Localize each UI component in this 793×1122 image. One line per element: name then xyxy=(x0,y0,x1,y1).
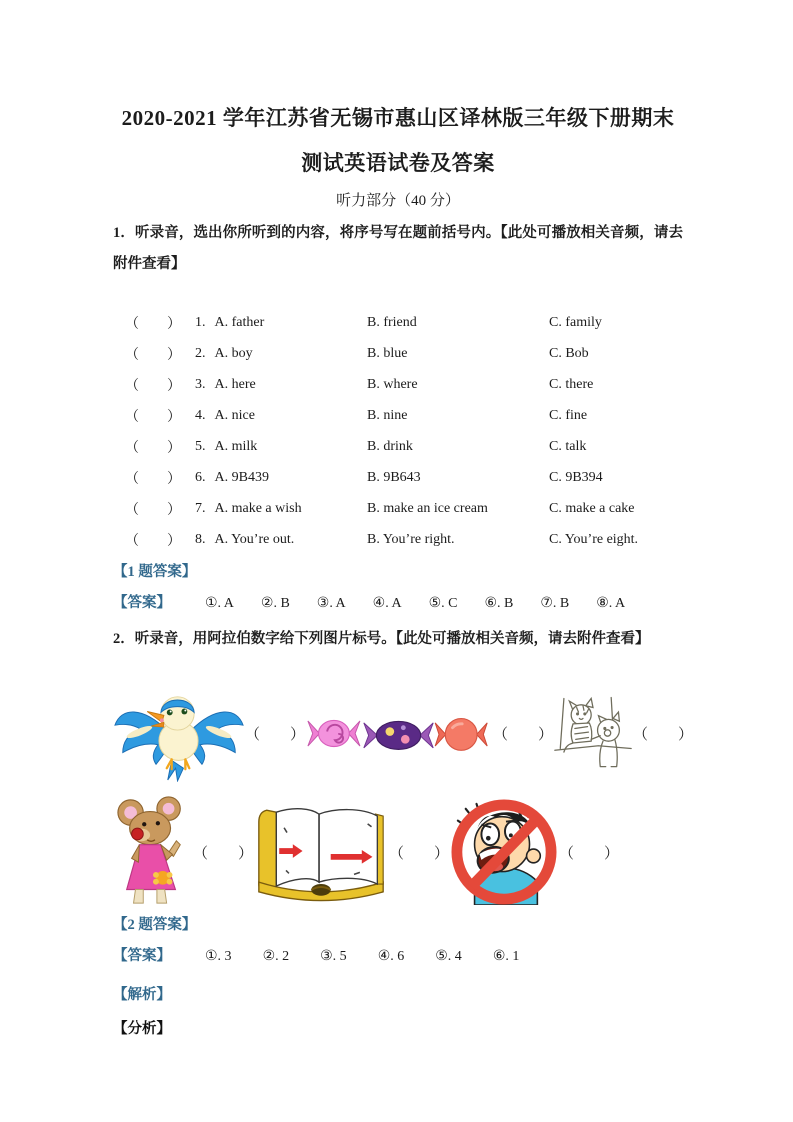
option-c: C. You’re eight. xyxy=(549,531,639,547)
image-bracket: （ ） xyxy=(193,845,254,862)
question-2-images-row-1 xyxy=(113,684,694,782)
answer-item: ⑥. B xyxy=(484,596,514,611)
option-b: B. blue xyxy=(367,345,408,361)
answer-bracket: （ ） xyxy=(125,316,181,332)
answer-bracket: （ ） xyxy=(125,347,181,363)
option-b: B. drink xyxy=(367,438,413,454)
option-row xyxy=(113,400,683,431)
option-a: 7. A. make a wish xyxy=(195,500,302,516)
option-c: C. fine xyxy=(549,407,588,423)
question-2-images-row-2 xyxy=(113,796,683,908)
answer-bracket: （ ） xyxy=(125,440,181,456)
option-c: C. 9B394 xyxy=(549,469,603,485)
answer-item: ④. A xyxy=(372,596,402,611)
answer-bracket: （ ） xyxy=(125,409,181,425)
mouse-in-dress-image xyxy=(113,796,193,908)
item-number: 6. xyxy=(195,469,206,485)
answer-bracket: （ ） xyxy=(125,378,181,394)
option-row xyxy=(113,338,683,369)
answer-label: 【答案】 xyxy=(113,595,171,611)
item-number: 5. xyxy=(195,438,206,454)
section-heading: 听力部分（40 分） xyxy=(336,193,460,209)
option-row xyxy=(113,493,683,524)
q1-answer-row xyxy=(113,590,683,617)
cats-on-swing-image xyxy=(553,694,633,772)
option-row xyxy=(113,462,683,493)
answer-label: 【答案】 xyxy=(113,948,171,964)
option-b: B. nine xyxy=(367,407,408,423)
answer-bracket: （ ） xyxy=(125,502,181,518)
answer-item: ⑤. C xyxy=(428,596,458,611)
item-number: 3. xyxy=(195,376,206,392)
option-b: B. You’re right. xyxy=(367,531,455,547)
option-b: B. make an ice cream xyxy=(367,500,488,516)
option-row xyxy=(113,431,683,462)
option-c: C. talk xyxy=(549,438,587,454)
answer-item: ③. 5 xyxy=(320,949,347,964)
item-number: 4. xyxy=(195,407,206,423)
option-a: 2. A. boy xyxy=(195,345,253,361)
answer-item: ①. A xyxy=(205,596,234,611)
option-b: B. 9B643 xyxy=(367,469,421,485)
option-c: C. make a cake xyxy=(549,500,635,516)
no-shouting-sign-image xyxy=(449,799,559,905)
q2-answer-row xyxy=(113,943,683,970)
answer-item: ⑦. B xyxy=(540,596,570,611)
question-2-stem: 2．听录音，用阿拉伯数字给下列图片标号。【此处可播放相关音频，请去附件查看】 xyxy=(113,631,650,647)
q1-answer-items xyxy=(205,591,625,617)
option-a: 8. A. You’re out. xyxy=(195,531,295,547)
question-1-options xyxy=(113,307,683,555)
option-b: B. friend xyxy=(367,314,417,330)
breakdown-header: 【分析】 xyxy=(113,1021,171,1037)
question-1-stem: 1．听录音，选出你所听到的内容，将序号写在题前括号内。【此处可播放相关音频，请去附件查看】 xyxy=(113,225,683,272)
option-a: 3. A. here xyxy=(195,376,256,392)
image-bracket: （ ） xyxy=(493,726,554,743)
option-a: 5. A. milk xyxy=(195,438,258,454)
option-c: C. there xyxy=(549,376,594,392)
answer-item: ①. 3 xyxy=(205,949,232,964)
option-a: 1. A. father xyxy=(195,314,265,330)
image-bracket: （ ） xyxy=(559,845,620,862)
answer-item: ④. 6 xyxy=(377,949,405,964)
answer-bracket: （ ） xyxy=(125,533,181,549)
answer-bracket: （ ） xyxy=(125,471,181,487)
option-row xyxy=(113,307,683,338)
q2-answer-items xyxy=(205,944,519,970)
analysis-header: 【解析】 xyxy=(113,987,171,1003)
option-row xyxy=(113,524,683,555)
option-a: 6. A. 9B439 xyxy=(195,469,269,485)
image-bracket: （ ） xyxy=(633,726,694,743)
option-a: 4. A. nice xyxy=(195,407,255,423)
open-book-image xyxy=(253,801,389,903)
flying-bluebird-image xyxy=(113,684,245,782)
option-c: C. Bob xyxy=(549,345,589,361)
item-number: 1. xyxy=(195,314,206,330)
answer-item: ⑧. A xyxy=(596,596,626,611)
option-b: B. where xyxy=(367,376,418,392)
page-title: 2020-2021 学年江苏省无锡市惠山区译林版三年级下册期末 xyxy=(121,106,675,130)
q1-answer-header: 【1 题答案】 xyxy=(113,564,197,580)
answer-item: ⑥. 1 xyxy=(492,949,520,964)
answer-item: ⑤. 4 xyxy=(435,949,462,964)
page-title-line2: 测试英语试卷及答案 xyxy=(301,151,495,175)
option-row xyxy=(113,369,683,400)
item-number: 7. xyxy=(195,500,206,516)
image-bracket: （ ） xyxy=(389,845,450,862)
image-bracket: （ ） xyxy=(245,726,306,743)
answer-item: ③. A xyxy=(316,596,346,611)
answer-item: ②. B xyxy=(260,596,290,611)
q2-answer-header: 【2 题答案】 xyxy=(113,917,197,933)
answer-item: ②. 2 xyxy=(262,949,290,964)
item-number: 8. xyxy=(195,531,206,547)
option-c: C. family xyxy=(549,314,602,330)
three-candies-image xyxy=(305,706,493,760)
item-number: 2. xyxy=(195,345,206,361)
